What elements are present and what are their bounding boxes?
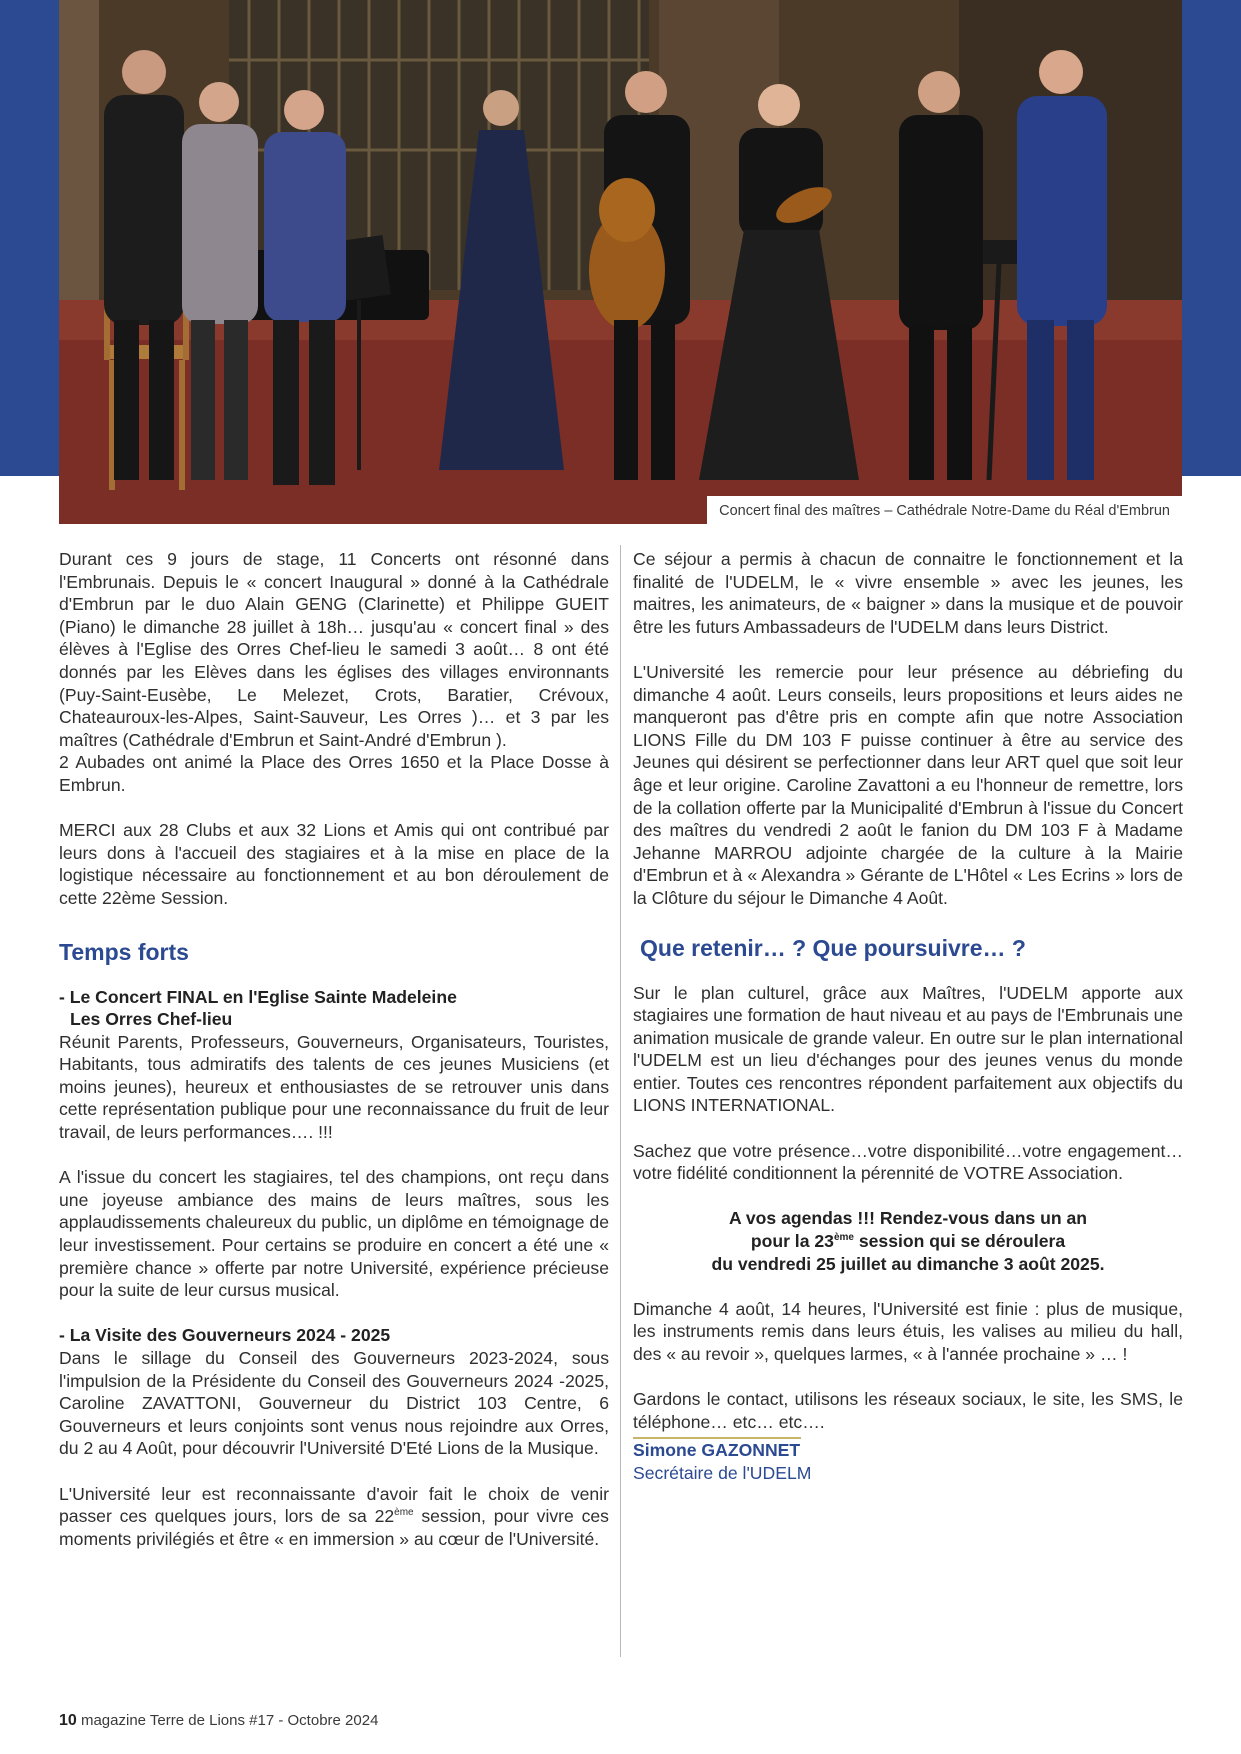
left-column — [59, 548, 609, 1550]
thanks-paragraph: MERCI aux 28 Clubs et aux 32 Lions et Amis qui ont contribué par leurs dons à l'accueil des stagiaires et à la mise en place de la logistique nécessaire au fonctionnement et au bon déroulement de cette 22ème Session. — [59, 820, 609, 908]
right-column — [633, 548, 1183, 1485]
intro-paragraph: Durant ces 9 jours de stage, 11 Concerts ont résonné dans l'Embrunais. Depuis le « concert Inaugural » donné à la Cathédrale d'Embrun par le duo Alain GENG (Clarinette) et Philippe GUEIT (Piano) le dimanche 28 juillet à 18h… jusqu'au « concert final » des élèves à l'Eglise des Orres Chef-lieu le samedi 3 août… 8 ont été donnés par les Elèves dans les églises des villages environnants (Puy-Saint-Eusèbe, Le Melezet, Crots, Baratier, Crévoux, Chateauroux-les-Alpes, Saint-Sauveur, Les Orres )… et 3 par les maîtres (Cathédrale d'Embrun et Saint-André d'Embrun ). — [59, 549, 609, 750]
que-retenir-heading: Que retenir… ? Que poursuivre… ? — [640, 934, 1026, 961]
issue-info: #17 - Octobre 2024 — [249, 1712, 379, 1729]
signature-name: Simone GAZONNET — [633, 1440, 801, 1461]
agenda-line-2: pour la 23ème session qui se déroulera — [750, 1231, 1066, 1252]
page-number: 10 — [59, 1712, 77, 1729]
concert-photo-illustration — [59, 0, 1182, 524]
page-footer — [59, 1712, 378, 1730]
culturel-paragraph: Sur le plan culturel, grâce aux Maîtres, l'UDELM apporte aux stagiaires une formation de haut niveau et au pays de l'Embrunais une animation musicale de grande valeur. En outre sur le plan international l'UDELM est un lieu d'échanges pour des jeunes venus du monde entier. Toutes ces rencontres répondent parfaitement aux objectifs du LIONS INTERNATIONAL. — [633, 982, 1183, 1116]
agenda-line-1: A vos agendas !!! Rendez-vous dans un an — [728, 1208, 1088, 1229]
blue-band-right — [1182, 0, 1241, 476]
aubades-paragraph: 2 Aubades ont animé la Place des Orres 1650 et la Place Dosse à Embrun. — [59, 752, 609, 795]
signature-role: Secrétaire de l'UDELM — [633, 1462, 812, 1483]
concert-final-paragraph: Réunit Parents, Professeurs, Gouverneurs, Organisateurs, Touristes, Habitants, tous admiratifs des talents de ces jeunes Musiciens (et moins jeunes), heureux et enthousiastes de se retrouver unis dans cette représentation publique pour une reconnaissance du fruit de leur travail, de leurs performances…. !!! — [59, 1031, 609, 1143]
blue-band-left — [0, 0, 59, 476]
publication-name: Terre de Lions — [149, 1712, 245, 1729]
temps-forts-heading: Temps forts — [59, 938, 189, 965]
presence-paragraph: Sachez que votre présence…votre disponibilité…votre engagement…votre fidélité conditionnent la pérennité de VOTRE Association. — [633, 1140, 1183, 1184]
concert-photo — [59, 0, 1182, 524]
photo-caption: Concert final des maîtres – Cathédrale Notre-Dame du Réal d'Embrun — [707, 496, 1182, 524]
concert-final-subheading: Les Orres Chef-lieu — [70, 1009, 233, 1030]
sejour-paragraph: Ce séjour a permis à chacun de connaitre le fonctionnement et la finalité de l'UDELM, le « vivre ensemble » avec les jeunes, les maitres, les animateurs, de « baigner » dans la musique et de pouvoir être les futurs Ambassadeurs de l'UDELM dans leurs District. — [633, 549, 1183, 637]
finale-paragraph: Dimanche 4 août, 14 heures, l'Université est finie : plus de musique, les instruments remis dans leurs étuis, les valises au milieu du hall, des « au revoir », quelques larmes, « à l'année prochaine » … ! — [633, 1298, 1183, 1364]
diploma-paragraph: A l'issue du concert les stagiaires, tel des champions, ont reçu dans une joyeuse ambiance des mains de leurs maîtres, sous les applaudissements chaleureux du public, un diplôme en témoignage de leur investissement. Pour certains se produire en concert a été une « première chance » offerte par notre Université, expérience précieuse pour la suite de leur cursus musical. — [59, 1167, 609, 1301]
concert-final-heading: - Le Concert FINAL en l'Eglise Sainte Madeleine — [59, 986, 457, 1007]
gouverneurs-paragraph: Dans le sillage du Conseil des Gouverneurs 2023-2024, sous l'impulsion de la Présidente du Conseil des Gouverneurs 2024 -2025, Caroline ZAVATTONI, Gouverneur du District 103 Centre, 6 Gouverneurs et leurs conjoints sont venus nous rejoindre aux Orres, du 2 au 4 Août, pour découvrir l'Université D'Eté Lions de la Musique. — [59, 1348, 609, 1459]
debriefing-paragraph: L'Université les remercie pour leur présence au débriefing du dimanche 4 août. Leurs conseils, leurs propositions et leurs aides ne manqueront pas d'être pris en compte afin que notre Association LIONS Fille du DM 103 F puisse continuer à être au service des Jeunes qui désirent se perfectionner dans leur ART quel que soit leur âge et leur origine. Caroline Zavattoni a eu l'honneur de remettre, lors de la collation offerte par la Municipalité d'Embrun à l'issue du Concert des maîtres du vendredi 2 août le fanion du DM 103 F à Madame Jehanne MARROU adjointe chargée de la culture à la Mairie d'Embrun et à « Alexandra » Gérante de L'Hôtel « Les Ecrins » lors de la Clôture du séjour le Dimanche 4 Août. — [633, 661, 1183, 908]
gratitude-paragraph: L'Université leur est reconnaissante d'avoir fait le choix de venir passer ces quelques jours, lors de sa 22ème session, pour vivre ces moments privilégiés et être « en immersion » au cœur de l'Université. — [59, 1483, 609, 1549]
agenda-line-3: du vendredi 25 juillet au dimanche 3 août 2025. — [711, 1253, 1105, 1274]
gouverneurs-heading: - La Visite des Gouverneurs 2024 - 2025 — [59, 1325, 391, 1346]
publication-prefix: magazine — [80, 1712, 147, 1729]
contact-paragraph: Gardons le contact, utilisons les réseaux sociaux, le site, les SMS, le téléphone… etc… etc…. — [633, 1389, 1183, 1432]
column-divider — [620, 545, 621, 1657]
